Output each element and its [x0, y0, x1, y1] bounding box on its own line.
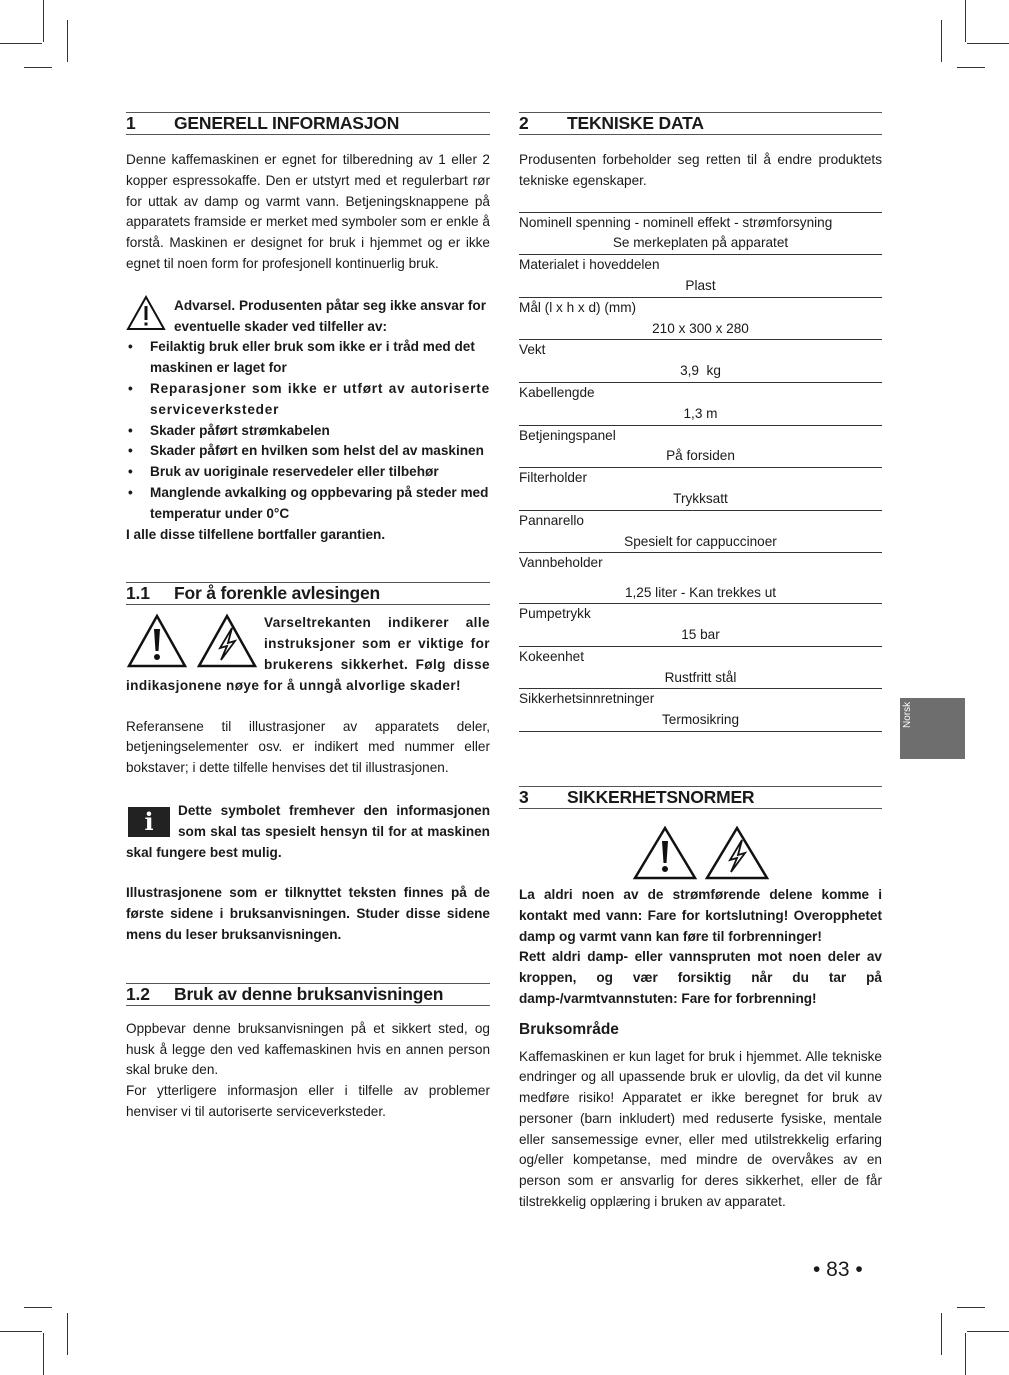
right-column	[519, 112, 882, 1213]
crop-mark	[67, 20, 68, 62]
warning-triangle-icon	[126, 295, 166, 331]
spec-label: Pannarello	[519, 512, 584, 528]
crop-mark	[0, 43, 42, 44]
safety-warning-1: La aldri noen av de strømførende delene komme i kontakt med vann: Fare for kortslutning! Overopphetet damp og varmt vann kan føre til forbrenninger!	[519, 886, 882, 944]
references-text: Referansene til illustrasjoner av apparatets deler, betjeningselementer osv. er indikert med nummer eller bokstaver; i dette tilfelle henvises det til illustrasjonen.	[126, 718, 490, 776]
table-row	[519, 254, 882, 297]
crop-mark	[957, 1307, 985, 1308]
crop-mark	[967, 43, 1009, 44]
section-3-title: SIKKERHETSNORMER	[567, 787, 755, 808]
usage-text-1: Oppbevar denne bruksanvisningen på et sikkert sted, og husk å legge den ved kaffemaskinen hvis en annen person skal bruke den.	[126, 1020, 490, 1078]
crop-mark	[957, 67, 985, 68]
list-item: • Skader påført strømkabelen	[126, 421, 490, 442]
spec-value: 1,25 liter - Kan trekkes ut	[624, 585, 777, 601]
spec-value: Trykksatt	[673, 490, 728, 506]
crop-mark	[24, 1307, 52, 1308]
spec-label: Kokeenhet	[519, 648, 585, 664]
crop-mark	[43, 1333, 44, 1375]
crop-mark	[965, 1333, 966, 1375]
warranty-note: I alle disse tilfellene bortfaller garantien.	[126, 526, 386, 542]
spec-value: Termosikring	[661, 712, 740, 728]
spec-label: Kabellengde	[519, 384, 595, 400]
crop-mark	[941, 20, 942, 62]
electric-hazard-icon	[704, 825, 770, 881]
table-row	[519, 688, 882, 732]
info-block	[126, 801, 490, 863]
table-row	[519, 467, 882, 510]
crop-mark	[941, 1313, 942, 1355]
table-row	[519, 603, 882, 646]
section-2-heading: 2 TEKNISKE DATA	[519, 112, 882, 135]
electric-hazard-icon	[196, 613, 258, 669]
spec-value: 15 bar	[681, 626, 720, 642]
section-1-title: GENERELL INFORMASJON	[174, 113, 400, 134]
info-text: Dette symbolet fremhever den informasjonen som skal tas spesielt hensyn til for at maskinen skal fungere best mulig.	[126, 802, 490, 860]
usage-text-2: For ytterligere informasjon eller i tilfelle av problemer henviser vi til autoriserte serviceverksteder.	[126, 1083, 490, 1119]
crop-mark	[0, 1331, 42, 1332]
list-item: • Manglende avkalking og oppbevaring på steder med temperatur under 0°C	[126, 483, 490, 525]
table-row	[519, 297, 882, 340]
spec-value: Se merkeplaten på apparatet	[612, 235, 789, 251]
warning-triangle-icon	[126, 613, 188, 669]
list-item: • Feilaktig bruk eller bruk som ikke er i tråd med det maskinen er laget for	[126, 337, 490, 379]
spec-label: Sikkerhetsinnretninger	[519, 691, 655, 707]
table-row	[519, 552, 882, 603]
crop-mark	[965, 0, 966, 42]
spec-label: Filterholder	[519, 470, 587, 486]
spec-label: Betjeningspanel	[519, 427, 616, 443]
spec-label: Vekt	[519, 342, 546, 358]
section-1-1-heading: 1.1 For å forenkle avlesingen	[126, 582, 490, 605]
crop-mark	[67, 1313, 68, 1355]
section-1-1-title: For å forenkle avlesingen	[174, 583, 381, 604]
illustrations-note: Illustrasjonene som er tilknyttet teksten finnes på de første sidene i bruksanvisningen. Studer disse sidene mens du leser bruksanvisningen.	[126, 885, 490, 942]
info-icon: i	[128, 807, 170, 837]
spec-value: Spesielt for cappuccinoer	[624, 533, 777, 549]
spec-value: På forsiden	[666, 448, 735, 464]
spec-label: Pumpetrykk	[519, 606, 591, 622]
spec-label: Nominell spenning - nominell effekt - strømforsyning	[519, 214, 833, 230]
page-number: • 83 •	[813, 1258, 863, 1281]
left-column	[126, 112, 490, 1123]
list-item: • Bruk av uoriginale reservedeler eller tilbehør	[126, 462, 490, 483]
spec-label: Materialet i hoveddelen	[519, 257, 660, 273]
usage-area-text: Kaffemaskinen er kun laget for bruk i hjemmet. Alle tekniske endringer og all upassende bruk er ulovlig, da det vil kunne medføre risiko! Apparatet er ikke beregnet for bruk av personer (barn inkludert) med reduserte fysiske, mentale eller sansemessige evner, eller med utilstrekkelig erfaring og/eller kompetanse, med mindre de overvåkes av en person som er ansvarlig for deres sikkerhet, eller de får tilstrekkelig opplæring i bruken av apparatet.	[519, 1048, 882, 1210]
table-row	[519, 425, 882, 468]
table-row	[519, 646, 882, 689]
spec-value: Plast	[685, 277, 716, 293]
spec-value: 210 x 300 x 280	[652, 320, 749, 336]
warning-triangle-icon	[632, 825, 698, 881]
spec-label: Mål (l x h x d) (mm)	[519, 299, 637, 315]
list-item: • Skader påført en hvilken som helst del av maskinen	[126, 441, 490, 462]
section-1-intro: Denne kaffemaskinen er egnet for tilberedning av 1 eller 2 kopper espressokaffe. Den er utstyrt med et regulerbart rør for uttak av damp og varmt vann. Betjeningsknappene på apparatets framside er merket med symboler som er enkle å forstå. Maskinen er designet for bruk i hjemmet og er ikke egnet til noen form for profesjonell kontinuerlig bruk.	[126, 152, 490, 271]
crop-mark	[43, 0, 44, 42]
table-row	[519, 510, 882, 553]
section-1-2-title: Bruk av denne bruksanvisningen	[174, 983, 444, 1004]
crop-mark	[24, 67, 52, 68]
crop-mark	[967, 1331, 1009, 1332]
list-item: • Reparasjoner som ikke er utført av autoriserte serviceverksteder	[126, 379, 490, 421]
table-row	[519, 382, 882, 425]
usage-area-title: Bruksområde	[519, 1020, 619, 1038]
section-2-intro: Produsenten forbeholder seg retten til å endre produktets tekniske egenskaper.	[519, 152, 882, 188]
spec-table	[519, 212, 882, 732]
spec-value: Rustfritt stål	[664, 669, 737, 685]
section-3-heading: 3 SIKKERHETSNORMER	[519, 786, 882, 809]
section-1-2-heading: 1.2 Bruk av denne bruksanvisningen	[126, 983, 490, 1006]
table-row	[519, 212, 882, 255]
safety-warning-2: Rett aldri damp- eller vannspruten mot noen deler av kroppen, og vær forsiktig når du tar på damp-/varmtvannstuten: Fare for forbrenning!	[519, 949, 882, 1006]
section-2-title: TEKNISKE DATA	[567, 113, 704, 134]
warning-symbol-text: Varseltrekanten indikerer alle instruksjoner som er viktige for brukerens sikkerhet. Følg disse indikasjonene nøye for å unngå alvorlige skader!	[126, 615, 490, 693]
spec-value: 3,9 kg	[680, 363, 721, 379]
warning-block	[126, 295, 490, 338]
warning-text: Advarsel. Produsenten påtar seg ikke ansvar for eventuelle skader ved tilfeller av:	[174, 297, 487, 334]
spec-label: Vannbeholder	[519, 555, 603, 571]
spec-value: 1,3 m	[683, 405, 718, 421]
warning-symbols-block	[126, 613, 490, 696]
table-row	[519, 339, 882, 382]
language-tab	[900, 698, 965, 759]
section-1-heading: 1 GENERELL INFORMASJON	[126, 112, 490, 135]
safety-symbols	[519, 825, 882, 881]
warning-bullet-list	[126, 337, 490, 524]
language-tab-label: Norsk	[902, 701, 913, 728]
